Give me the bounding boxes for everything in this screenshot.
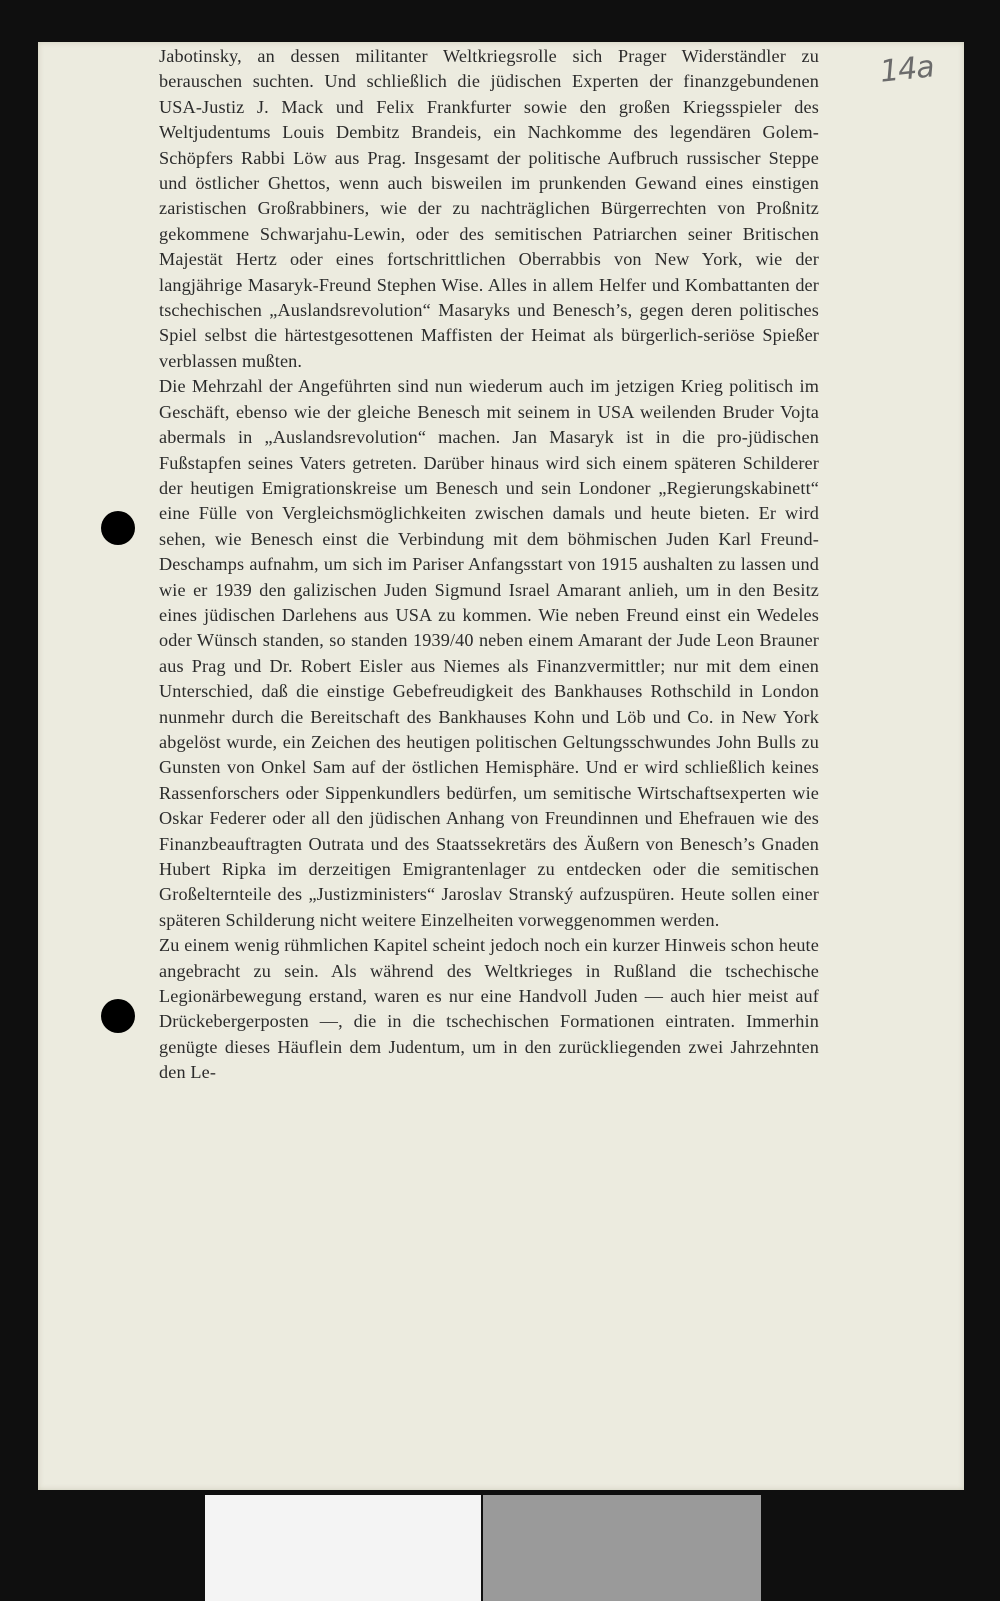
- paragraph-3: Zu einem wenig rühmlichen Kapitel scheint jedoch noch ein kurzer Hinweis schon heute angebracht zu sein. Als während des Weltkrieges in Rußland die tschechische Legionärbewegung erstand, waren es nur eine Handvoll Juden — auch hier meist auf Drückebergerposten —, die in die tschechischen Formationen eintraten. Immerhin genügte dieses Häuflein dem Judentum, um in den zurückliegenden zwei Jahrzehnten den Le-: [159, 935, 819, 1083]
- body-text: [159, 44, 819, 1086]
- paragraph-2: Die Mehrzahl der Angeführten sind nun wiederum auch im jetzigen Krieg politisch im Geschäft, ebenso wie der gleiche Benesch mit seinem in USA weilenden Bruder Vojta abermals in „Auslandsrevolution“ machen. Jan Masaryk ist in die pro-jüdischen Fußstapfen seines Vaters getreten. Darüber hinaus wird sich einem späteren Schilderer der heutigen Emigrationskreise um Benesch und sein Londoner „Regierungskabinett“ eine Fülle von Vergleichsmöglichkeiten zwischen damals und heute bieten. Er wird sehen, wie Benesch einst die Verbindung mit dem böhmischen Juden Karl Freund-Deschamps aufnahm, um sich im Pariser Anfangsstart von 1915 aushalten zu lassen und wie er 1939 den galizischen Juden Sigmund Israel Amarant anlieh, um in den Besitz eines jüdischen Darlehens aus USA zu kommen. Wie neben Freund einst ein Wedeles oder Wünsch standen, so standen 1939/40 neben einem Amarant der Jude Leon Brauner aus Prag und Dr. Robert Eisler aus Niemes als Finanzvermittler; nur mit dem einen Unterschied, daß die einstige Gebefreudigkeit des Bankhauses Rothschild in London nunmehr durch die Bereitschaft des Bankhauses Kohn und Löb und Co. in New York abgelöst wurde, ein Zeichen des heutigen politischen Geltungsschwundes John Bulls zu Gunsten von Onkel Sam auf der östlichen Hemisphäre. Und er wird schließlich keines Rassenforschers oder Sippenkundlers bedürfen, um semitische Wirtschaftsexperten wie Oskar Federer oder all den jüdischen Anhang von Freundinnen und Ehefrauen wie des Finanzbeauftragten Outrata und des Staatssekretärs des Äußern von Benesch’s Gnaden Hubert Ripka im derzeitigen Emigrantenlager zu entdecken oder die semitischen Großelternteile des „Justizministers“ Jaroslav Stranský aufzuspüren. Heute sollen einer späteren Schilderung nicht weitere Einzelheiten vorweggenommen werden.: [159, 376, 819, 930]
- page-annotation: 14a: [878, 49, 936, 90]
- punch-hole-top: [101, 511, 135, 545]
- white-calibration-patch: [205, 1495, 481, 1601]
- paragraph-1: Jabotinsky, an dessen militanter Weltkriegsrolle sich Prager Widerständler zu berauschen suchten. Und schließlich die jüdischen Experten der finanzgebundenen USA-Justiz J. Mack und Felix Frankfurter sowie den großen Kriegsspieler des Weltjudentums Louis Dembitz Brandeis, ein Nachkomme des legendären Golem-Schöpfers Rabbi Löw aus Prag. Insgesamt der politische Aufbruch russischer Steppe und östlicher Ghettos, wenn auch bisweilen im prunkenden Gewand eines einstigen zaristischen Großrabbiners, wie der zu nachträglichen Bürgerrechten von Proßnitz gekommene Schwarjahu-Lewin, oder des semitischen Patriarchen seiner Britischen Majestät Hertz oder eines fortschrittlichen Oberrabbis von New York, wie der langjährige Masaryk-Freund Stephen Wise. Alles in allem Helfer und Kombattanten der tschechischen „Auslandsrevolution“ Masaryks und Benesch’s, gegen deren politisches Spiel selbst die härtestgesottenen Maffisten der Heimat als bürgerlich-seriöse Spießer verblassen mußten.: [159, 46, 819, 371]
- grey-calibration-patch: [483, 1495, 761, 1601]
- punch-hole-bottom: [101, 999, 135, 1033]
